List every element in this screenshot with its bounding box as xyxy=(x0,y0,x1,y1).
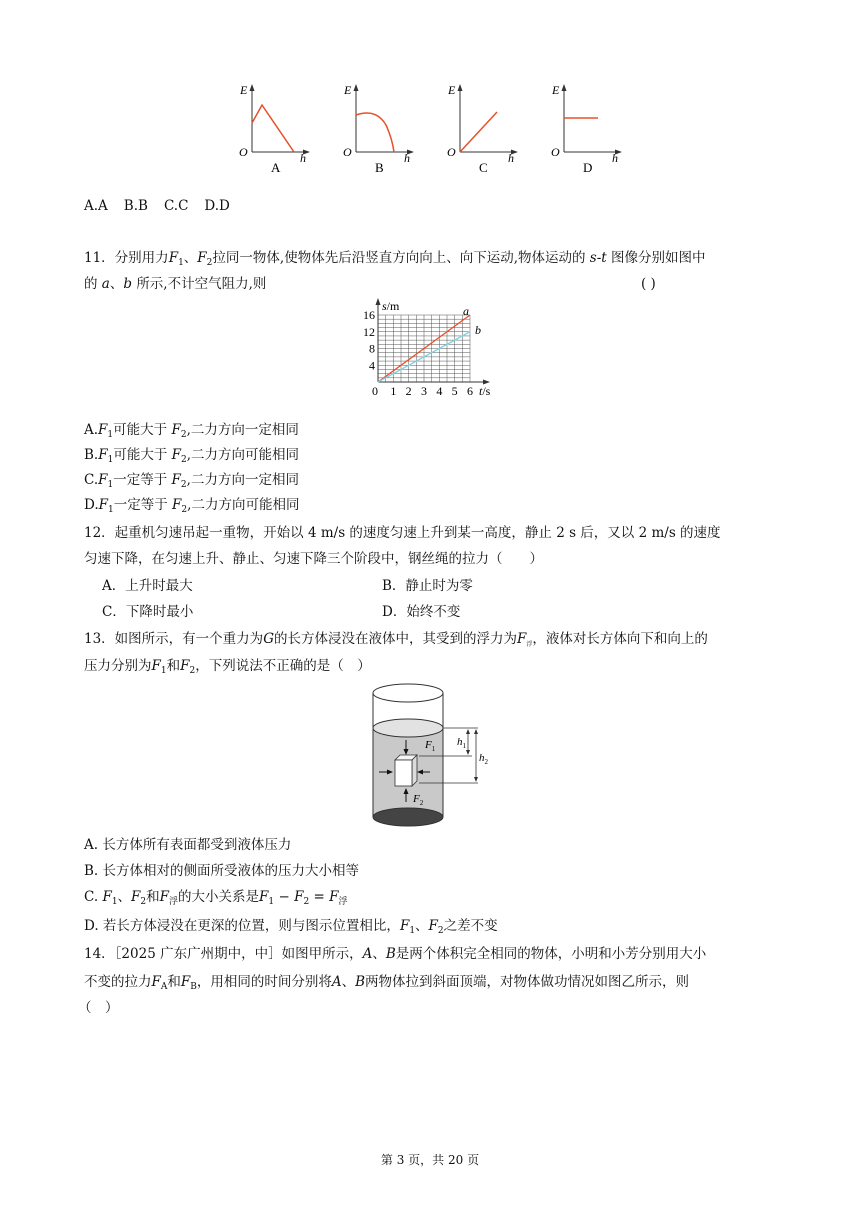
q11-text-e: 所示,不计空气阻力,则 xyxy=(136,276,267,292)
graph-c-origin: O xyxy=(447,145,456,159)
q13-optc-eq-f1: F xyxy=(259,889,269,905)
q11-answer-paren: ( ) xyxy=(641,276,656,292)
graph-d-x-label: h xyxy=(612,151,618,165)
q13-f2-sub: 2 xyxy=(189,666,196,676)
q13-cylinder-figure xyxy=(366,678,496,834)
q10-options xyxy=(84,197,230,215)
q14-text-b: 是两个体积完全相同的物体，小明和小芳分别用大小 xyxy=(395,946,707,962)
q12-option-a: A．上升时最大 xyxy=(102,578,193,594)
q11-opt-f1: F xyxy=(98,497,109,513)
q13-fig-f1: $F_1$ xyxy=(425,739,436,753)
q13-option-b: B. 长方体相对的侧面所受液体的压力大小相等 xyxy=(84,863,360,879)
q11-option-b xyxy=(84,446,299,469)
q11-stem-line2 xyxy=(84,275,266,293)
q14-fa: F xyxy=(151,974,161,990)
q13-optc-prefix: C. xyxy=(84,889,103,905)
series-a-label: a xyxy=(463,304,469,318)
q13-optd-f2: F xyxy=(428,918,438,934)
q13-optc-f2: F xyxy=(131,889,141,905)
graph-c-x-label: h xyxy=(508,151,514,165)
graph-d-origin: O xyxy=(551,145,560,159)
q14-text-d: ，用相同的时间分别将 xyxy=(196,974,332,990)
q11-opt-f2-sub: 2 xyxy=(181,505,188,515)
graph-c-y-label: E xyxy=(448,83,456,97)
page-footer: 第 3 页，共 20 页 xyxy=(380,1153,480,1167)
x-tick-label: 4 xyxy=(436,384,443,398)
graph-a xyxy=(232,80,312,175)
q13-optd-f2-sub: 2 xyxy=(437,926,444,936)
graph-b xyxy=(336,80,416,175)
q13-optc-eq-f2: F xyxy=(294,889,304,905)
chart-y-label: s/m xyxy=(382,299,400,313)
q11-opt-f1-sub: 1 xyxy=(108,505,114,515)
q11-text-b: 拉同一物体,使物体先后沿竖直方向向上、向下运动,物体运动的 xyxy=(212,250,586,266)
q13-f-float: F xyxy=(516,631,527,647)
q14-fb-sub: B xyxy=(190,982,197,992)
chart-x-label: t/s xyxy=(479,384,491,398)
q11-opt-f2-sub: 2 xyxy=(180,430,187,440)
q12-option-b: B．静止时为零 xyxy=(382,578,473,594)
q11-opt-prefix: D. xyxy=(84,497,99,513)
q13-optc-f2-sub: 2 xyxy=(140,897,147,907)
q11-opt-mid: 一定等于 xyxy=(113,497,168,513)
q11-opt-tail: ,二力方向一定相同 xyxy=(186,422,299,438)
q13-optd-sep: 、 xyxy=(415,918,429,934)
chart-x-ticks xyxy=(372,384,473,398)
q11-f1: F xyxy=(168,250,179,266)
q11-opt-tail: ,二力方向可能相同 xyxy=(187,497,300,513)
q13-fig-f2: $F_2$ xyxy=(413,793,424,807)
q13-optc-text: 的大小关系是 xyxy=(178,889,260,905)
q14-a: A xyxy=(362,946,373,962)
q13-stem-line1 xyxy=(84,630,708,654)
q14-dun2: 、 xyxy=(341,974,356,990)
q14-and: 和 xyxy=(167,974,181,990)
q13-optc-minus: − xyxy=(274,889,295,905)
graph-d-y-label: E xyxy=(552,83,560,97)
graph-b-curve xyxy=(356,113,394,152)
graph-a-caption: A xyxy=(271,160,281,175)
graph-a-curve xyxy=(252,105,294,152)
q13-g: G xyxy=(263,631,274,647)
q11-st: s-t xyxy=(589,250,607,266)
x-tick-label: 3 xyxy=(421,384,427,398)
q14-text-a: 14．［2025 广东广州期中，中］如图甲所示， xyxy=(84,946,363,962)
q12-option-d: D．始终不变 xyxy=(382,604,461,620)
q13-optd-f1-sub: 1 xyxy=(409,926,416,936)
q11-f1-sub: 1 xyxy=(178,258,184,268)
q11-text: 分别用力 xyxy=(114,250,169,266)
q11-opt-f2-sub: 2 xyxy=(181,455,187,465)
q13-optc-equals: = xyxy=(309,889,330,905)
q13-and: 和 xyxy=(166,658,181,674)
q14-b2: B xyxy=(355,974,366,990)
q13-optc-eq-f1-sub: 1 xyxy=(268,897,275,907)
q11-opt-mid: 可能大于 xyxy=(113,447,168,463)
q11-opt-prefix: C. xyxy=(84,472,99,488)
graph-b-origin: O xyxy=(343,145,352,159)
q11-text-c: 图像分别如图中 xyxy=(611,250,706,266)
q10-option-d: D.D xyxy=(204,198,230,214)
q13-optc-eq-f2-sub: 2 xyxy=(303,897,310,907)
graph-c xyxy=(440,80,520,175)
q10-option-b: B.B xyxy=(123,198,148,214)
q13-optc-sep: 、 xyxy=(117,889,132,905)
q13-optc-f1-sub: 1 xyxy=(111,897,118,907)
q11-opt-f1: F xyxy=(98,447,108,463)
x-tick-label: 2 xyxy=(405,384,412,398)
x-tick-label: 5 xyxy=(451,384,458,398)
q11-stem-line1 xyxy=(84,249,706,272)
q11-opt-f2: F xyxy=(172,497,182,513)
y-tick-label: 12 xyxy=(363,324,375,339)
q12-stem-line1: 12．起重机匀速吊起一重物，开始以 4 m/s 的速度匀速上升到某一高度，静止 2 s 后，又以 2 m/s 的速度 xyxy=(84,525,721,541)
q11-f2: F xyxy=(197,250,207,266)
y-tick-label: 4 xyxy=(369,358,375,373)
q14-fa-sub: A xyxy=(160,982,168,992)
q13-optd-f1: F xyxy=(399,918,410,934)
q13-option-c xyxy=(84,888,347,911)
q14-stem-line2 xyxy=(84,973,689,996)
q13-optc-eq-ffloat: F xyxy=(329,889,339,905)
x-tick-label: 6 xyxy=(467,384,473,398)
q13-option-a: A. 长方体所有表面都受到液体压力 xyxy=(84,837,292,853)
q11-st-chart xyxy=(358,296,508,402)
q13-text-c: ，液体对长方体向下和向上的 xyxy=(532,631,708,647)
graph-b-y-label: E xyxy=(344,83,352,97)
q11-opt-f1: F xyxy=(98,472,108,488)
x-tick-label: 1 xyxy=(390,384,397,398)
q11-option-c xyxy=(84,471,299,494)
q11-opt-prefix: B. xyxy=(84,447,99,463)
q13-float-sub: 浮 xyxy=(526,641,533,648)
y-tick-label: 16 xyxy=(363,308,375,322)
graph-a-origin: O xyxy=(239,145,248,159)
x-tick-label: 0 xyxy=(372,384,378,398)
q11-option-d xyxy=(84,496,299,519)
q13-optc-float-sub: 浮 xyxy=(169,897,179,907)
q14-text-c: 不变的拉力 xyxy=(84,974,152,990)
q14-fb: F xyxy=(180,974,191,990)
q11-opt-f1: F xyxy=(98,422,108,438)
q13-stem-line2 xyxy=(84,657,371,680)
q11-opt-f2-sub: 2 xyxy=(180,480,187,490)
q10-option-c: C.C xyxy=(163,198,189,214)
q13-text-b: 的长方体浸没在液体中，其受到的浮力为 xyxy=(273,631,517,647)
q13-optc-f1: F xyxy=(102,889,112,905)
q13-fig-h1: $h_1$ xyxy=(457,736,466,750)
graph-b-caption: B xyxy=(375,160,384,175)
q11-opt-f1-sub: 1 xyxy=(107,430,114,440)
q14-dun: 、 xyxy=(372,946,386,962)
q11-a: a xyxy=(101,276,110,292)
graph-d xyxy=(544,80,624,175)
graph-b-x-label: h xyxy=(404,151,410,165)
q13-option-d xyxy=(84,917,498,940)
q11-f2-sub: 2 xyxy=(206,258,213,268)
q13-text-a: 13．如图所示，有一个重力为 xyxy=(84,631,264,647)
q11-opt-f2: F xyxy=(171,472,181,488)
q11-opt-tail: ,二力方向一定相同 xyxy=(186,472,299,488)
q13-text-d: 压力分别为 xyxy=(84,658,152,674)
series-b-label: b xyxy=(475,323,481,337)
q14-stem-line1 xyxy=(84,945,706,963)
q11-opt-f2: F xyxy=(171,447,181,463)
q10-option-a: A.A xyxy=(84,198,108,214)
q14-answer-paren: （ ） xyxy=(78,1000,119,1016)
q13-f2: F xyxy=(180,658,190,674)
q11-opt-f1-sub: 1 xyxy=(107,455,114,465)
q13-f1-sub: 1 xyxy=(160,666,167,676)
q13-optd-text-b: 之差不变 xyxy=(443,918,498,934)
q13-block xyxy=(395,755,417,786)
q11-opt-f1-sub: 1 xyxy=(107,480,114,490)
graph-c-caption: C xyxy=(479,160,488,175)
q12-stem-line2: 匀速下降，在匀速上升、静止、匀速下降三个阶段中，钢丝绳的拉力（ ） xyxy=(84,551,543,567)
q11-option-a xyxy=(84,421,299,444)
q13-f1: F xyxy=(151,658,161,674)
q11-opt-tail: ,二力方向可能相同 xyxy=(186,447,300,463)
q11-number: 11． xyxy=(84,250,115,266)
q14-text-e: 两物体拉到斜面顶端，对物体做功情况如图乙所示，则 xyxy=(365,974,690,990)
q11-comma: 、 xyxy=(109,276,124,292)
q14-b: B xyxy=(385,946,396,962)
q13-optc-ffloat: F xyxy=(159,889,170,905)
q11-opt-prefix: A. xyxy=(84,422,99,438)
graph-d-caption: D xyxy=(583,160,593,175)
q11-sep: 、 xyxy=(183,250,198,266)
q12-option-c: C．下降时最小 xyxy=(102,604,194,620)
q11-opt-mid: 一定等于 xyxy=(113,472,168,488)
q13-optc-and: 和 xyxy=(146,889,160,905)
q13-optc-eq-float-sub: 浮 xyxy=(338,897,348,907)
graph-a-y-label: E xyxy=(240,83,248,97)
graph-a-x-label: h xyxy=(300,151,306,165)
q13-fig-h2: $h_2$ xyxy=(479,752,488,766)
q13-optd-text-a: D. 若长方体浸没在更深的位置，则与图示位置相比， xyxy=(84,918,400,934)
q11-b: b xyxy=(123,276,133,292)
q11-opt-f2: F xyxy=(171,422,181,438)
q11-text-d: 的 xyxy=(84,276,98,292)
q11-opt-mid: 可能大于 xyxy=(113,422,168,438)
q13-text-e: ，下列说法不正确的是（ ） xyxy=(195,658,371,674)
chart-y-ticks xyxy=(363,308,375,372)
q14-a2: A xyxy=(331,974,342,990)
graph-c-curve xyxy=(460,112,497,152)
y-tick-label: 8 xyxy=(369,341,375,356)
